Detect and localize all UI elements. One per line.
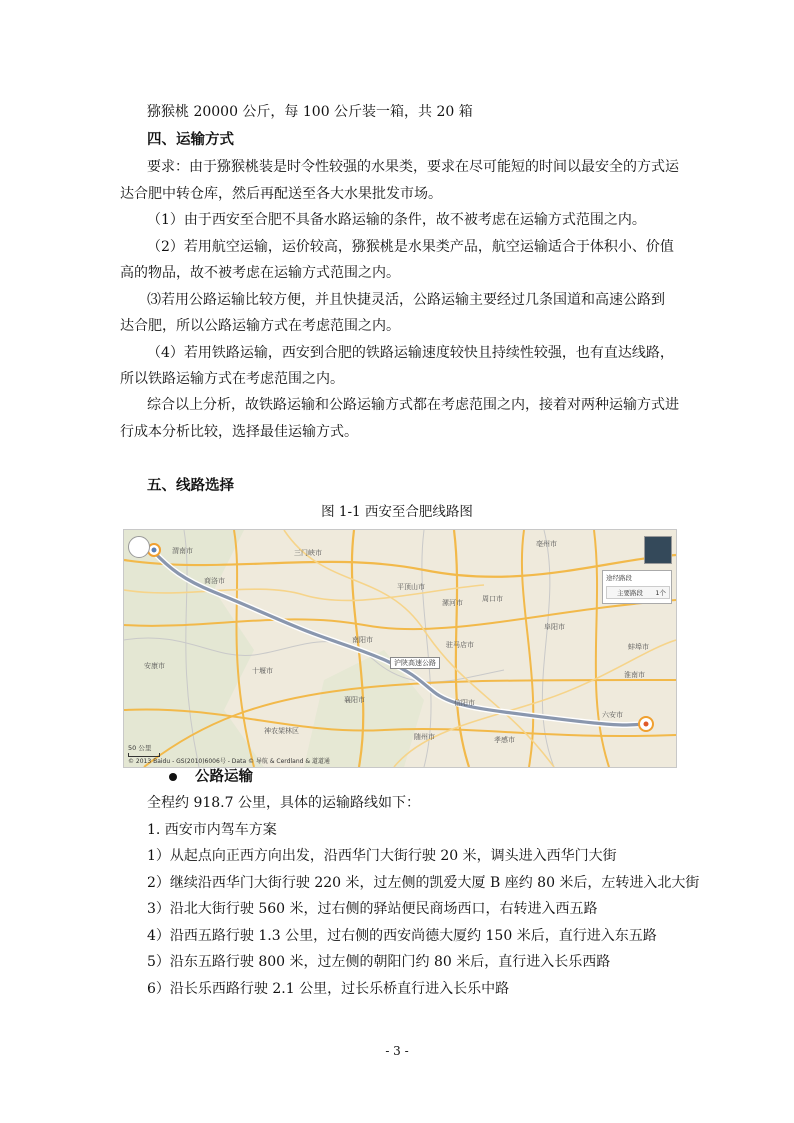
paragraph-line: 高的物品，故不被考虑在运输方式范围之内。 [120,265,400,281]
route-label[interactable]: 沪陕高速公路 [390,657,440,669]
paragraph-line: （4）若用铁路运输，西安到合肥的铁路运输速度较快且持续性较强，也有直达线路， [147,345,674,361]
scale-label: 50 公里 [128,744,152,752]
route-step: 3）沿北大街行驶 560 米，过右侧的驿站便民商场西口，右转进入西五路 [147,901,598,917]
map-copyright: © 2013 Baidu - GS(2010)6006号 - Data © 导航 & Cerdland & 道道通 [128,758,330,765]
city-label: 六安市 [602,711,623,719]
zoom-control-icon[interactable] [128,536,150,558]
city-label: 十堰市 [252,667,273,675]
text-line: 猕猴桃 20000 公斤，每 100 公斤装一箱，共 20 箱 [147,104,473,120]
route-step: 2）继续沿西华门大街行驶 220 米，过左侧的凯爱大厦 B 座约 80 米后，左转进入北大街 [147,875,700,891]
paragraph-line: （2）若用航空运输，运价较高，猕猴桃是水果类产品，航空运输适合于体积小、价值 [147,239,674,255]
route-summary: 全程约 918.7 公里，具体的运输路线如下： [147,795,420,811]
city-label: 漯河市 [442,599,463,607]
end-marker-icon [639,717,653,731]
city-label: 信阳市 [454,699,475,707]
city-label: 安康市 [144,662,165,670]
paragraph-line: 行成本分析比较，选择最佳运输方式。 [120,424,358,440]
paragraph-line: 综合以上分析，故铁路运输和公路运输方式都在考虑范围之内，接着对两种运输方式进 [147,397,679,413]
city-label: 亳州市 [536,540,557,548]
paragraph-line: （1）由于西安至合肥不具备水路运输的条件，故不被考虑在运输方式范围之内。 [147,212,646,228]
section-heading: 四、运输方式 [147,132,234,148]
bullet-icon [169,773,177,781]
route-subheading: 1. 西安市内驾车方案 [147,822,277,838]
route-map[interactable] [123,529,677,768]
panel-row-count: 1个 [655,589,666,597]
paragraph-line: 要求：由于猕猴桃装是时令性较强的水果类，要求在尽可能短的时间以最安全的方式运 [147,159,679,175]
city-label: 渭南市 [172,547,193,555]
city-label: 驻马店市 [446,641,474,649]
city-label: 三门峡市 [294,549,322,557]
scale-bar [128,743,160,757]
paragraph-line: 达合肥中转仓库，然后再配送至各大水果批发市场。 [120,186,442,202]
map-graphic [124,530,676,767]
city-label: 南阳市 [352,636,373,644]
city-label: 阜阳市 [544,623,565,631]
figure-caption: 图 1-1 西安至合肥线路图 [321,504,473,520]
route-step: 6）沿长乐西路行驶 2.1 公里，过长乐桥直行进入长乐中路 [147,981,510,997]
city-label: 淮南市 [624,671,645,679]
route-panel[interactable] [602,570,672,604]
panel-row[interactable] [606,586,670,599]
paragraph-line: 所以铁路运输方式在考虑范围之内。 [120,371,344,387]
panel-row-label: 主要路段 [617,589,643,597]
section-heading: 五、线路选择 [147,478,234,494]
city-label: 随州市 [414,733,435,741]
city-label: 襄阳市 [344,696,365,704]
route-step: 5）沿东五路行驶 800 米，过左侧的朝阳门约 80 米后，直行进入长乐西路 [147,954,611,970]
city-label: 蚌埠市 [628,643,649,651]
route-step: 1）从起点向正西方向出发，沿西华门大街行驶 20 米，调头进入西华门大街 [147,848,617,864]
satellite-thumbnail[interactable] [644,536,672,564]
page-number: - 3 - [385,1044,409,1058]
city-label: 周口市 [482,595,503,603]
city-label: 商洛市 [204,577,225,585]
route-step: 4）沿西五路行驶 1.3 公里，过右侧的西安尚德大厦约 150 米后，直行进入东五路 [147,928,657,944]
paragraph-line: ⑶若用公路运输比较方便，并且快捷灵活，公路运输主要经过几条国道和高速公路到 [147,292,665,308]
paragraph-line: 达合肥，所以公路运输方式在考虑范围之内。 [120,318,400,334]
city-label: 孝感市 [494,736,515,744]
city-label: 神农架林区 [264,727,299,735]
subsection-heading: 公路运输 [195,769,253,785]
city-label: 平顶山市 [397,583,425,591]
panel-title: 途经路段 [606,574,632,582]
